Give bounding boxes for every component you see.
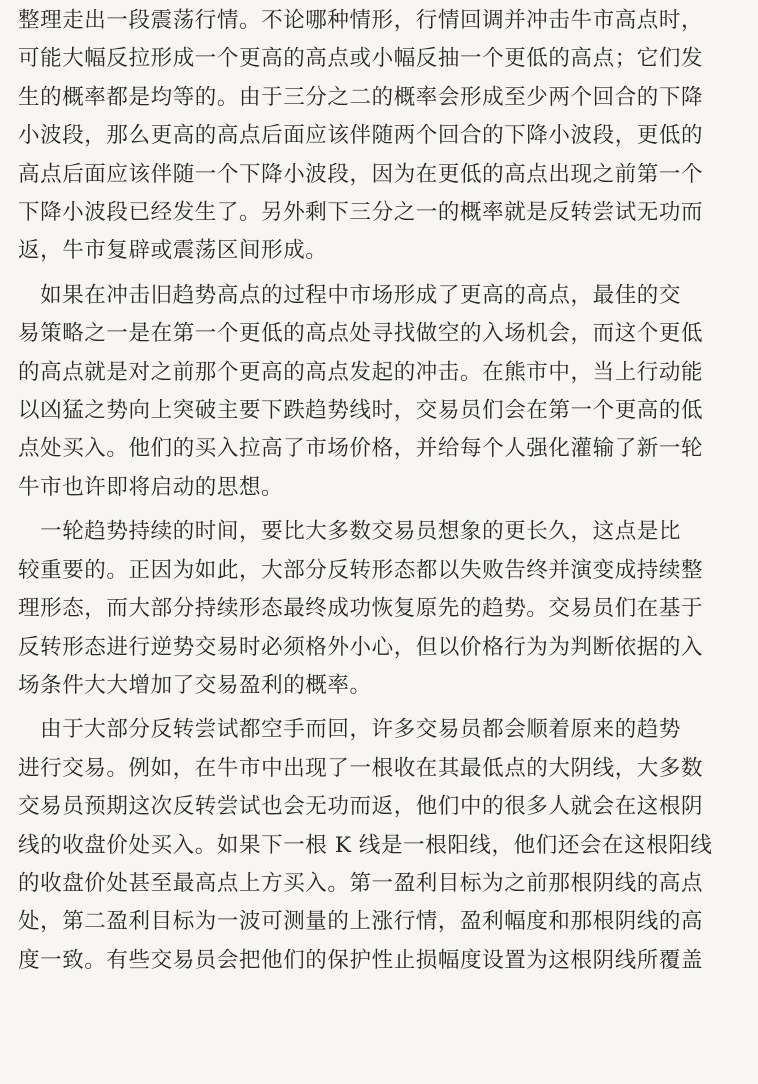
text-line: 生的概率都是均等的。由于三分之二的概率会形成至少两个回合的下降: [18, 84, 704, 110]
text-line: 点处买入。他们的买入拉高了市场价格，并给每个人强化灌输了新一轮: [18, 436, 704, 462]
text-line: 交易员预期这次反转尝试也会无功而返，他们中的很多人就会在这根阴: [18, 794, 704, 820]
text-line: 处，第二盈利目标为一波可测量的上涨行情，盈利幅度和那根阴线的高: [18, 909, 704, 935]
text-line: 场条件大大增加了交易盈利的概率。: [18, 672, 372, 698]
paragraph-2: [18, 277, 740, 507]
text-line: 牛市也许即将启动的思想。: [18, 474, 284, 500]
paragraph-3: [18, 513, 740, 705]
text-line: 易策略之一是在第一个更低的高点处寻找做空的入场机会，而这个更低: [18, 321, 704, 347]
text-line: 较重要的。正因为如此，大部分反转形态都以失败告终并演变成持续整: [18, 557, 704, 583]
text-line: 返，牛市复辟或震荡区间形成。: [18, 238, 328, 264]
text-line: 的收盘价处甚至最高点上方买入。第一盈利目标为之前那根阴线的高点: [18, 870, 704, 896]
text-line: 高点后面应该伴随一个下降小波段，因为在更低的高点出现之前第一个: [18, 161, 704, 187]
paragraph-1: [18, 2, 740, 271]
text-line: 进行交易。例如，在牛市中出现了一根收在其最低点的大阴线，大多数: [18, 755, 704, 781]
text-line: 下降小波段已经发生了。另外剩下三分之一的概率就是反转尝试无功而: [18, 200, 704, 226]
text-line: 小波段，那么更高的高点后面应该伴随两个回合的下降小波段，更低的: [18, 123, 704, 149]
text-line: 如果在冲击旧趋势高点的过程中市场形成了更高的高点，最佳的交: [18, 282, 682, 308]
text-line: 的高点就是对之前那个更高的高点发起的冲击。在熊市中，当上行动能: [18, 359, 704, 385]
text-line: 由于大部分反转尝试都空手而回，许多交易员都会顺着原来的趋势: [18, 717, 682, 743]
text-line: 可能大幅反拉形成一个更高的高点或小幅反抽一个更低的高点；它们发: [18, 46, 704, 72]
text-line: 反转形态进行逆势交易时必须格外小心，但以价格行为为判断依据的入: [18, 634, 704, 660]
text-line: 一轮趋势持续的时间，要比大多数交易员想象的更长久，这点是比: [18, 519, 682, 545]
text-line: 度一致。有些交易员会把他们的保护性止损幅度设置为这根阴线所覆盖: [18, 947, 704, 973]
text-line: 线的收盘价处买入。如果下一根 K 线是一根阳线，他们还会在这根阳线: [18, 832, 713, 858]
text-line: 理形态，而大部分持续形态最终成功恢复原先的趋势。交易员们在基于: [18, 596, 704, 622]
text-line: 整理走出一段震荡行情。不论哪种情形，行情回调并冲击牛市高点时，: [18, 8, 704, 33]
paragraph-4: [18, 711, 740, 980]
text-line: 以凶猛之势向上突破主要下跌趋势线时，交易员们会在第一个更高的低: [18, 398, 704, 424]
